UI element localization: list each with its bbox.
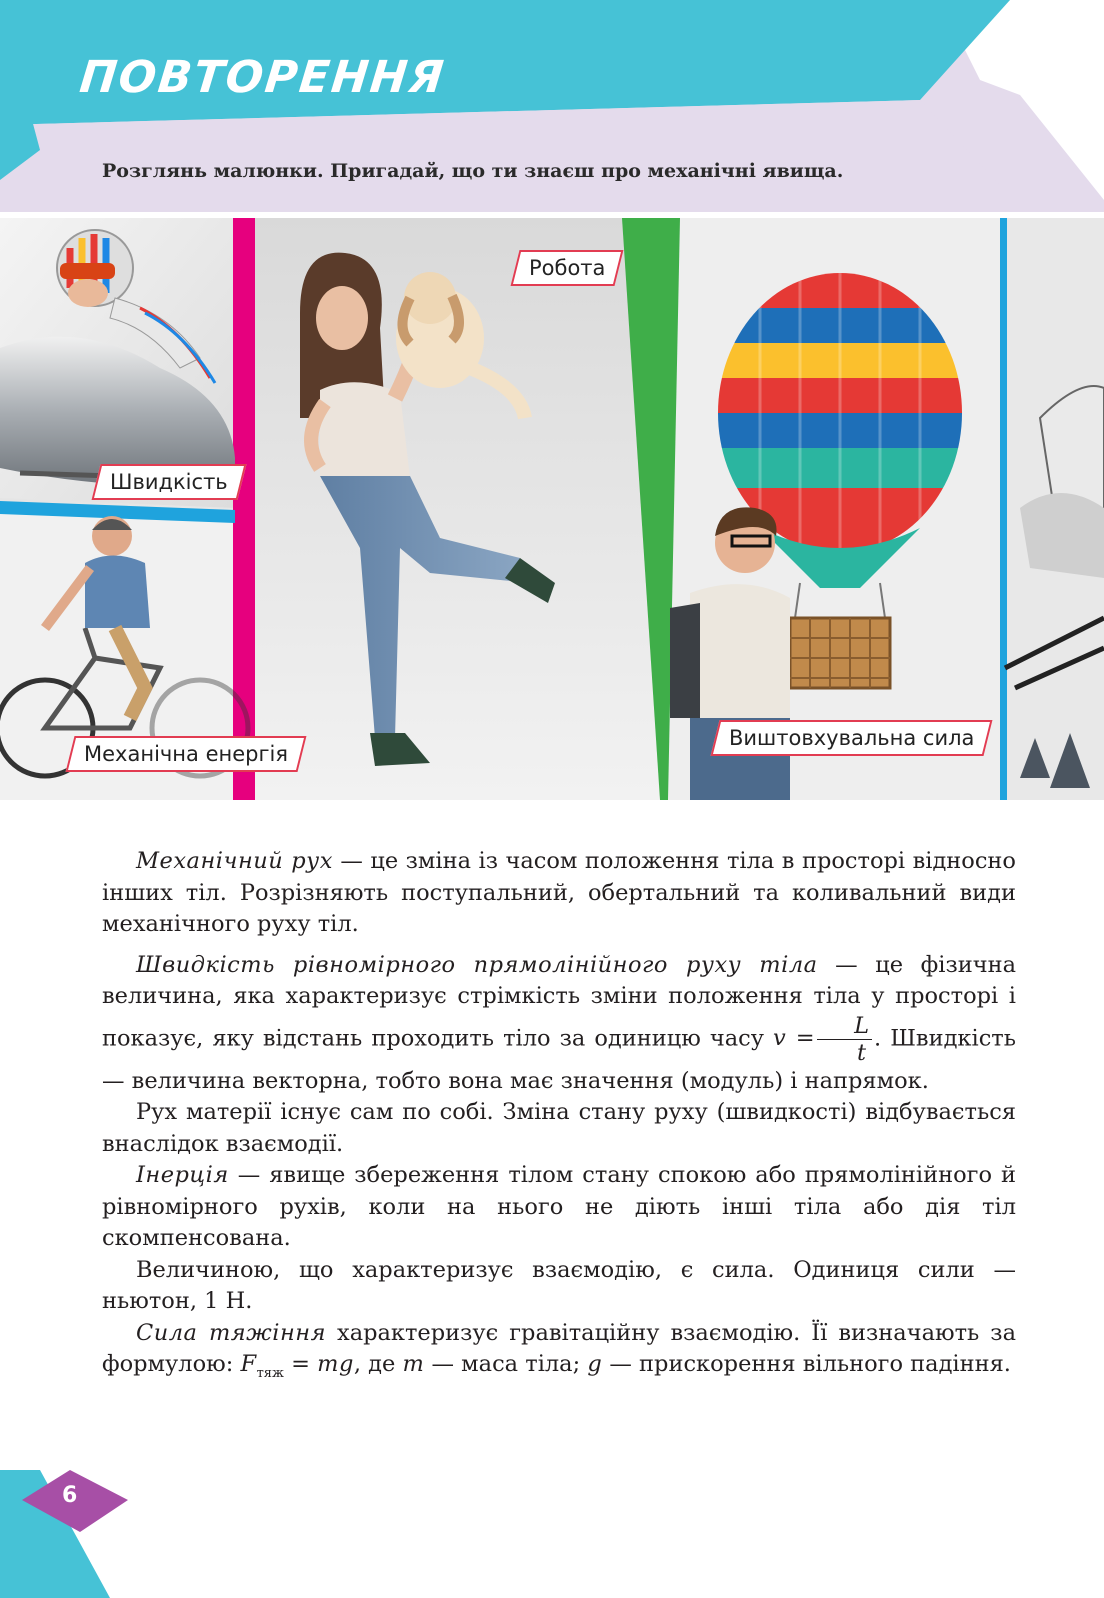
term-speed: Швидкість рівномірного прямолінійного руху тіла [136,951,818,978]
header-band [0,0,1104,230]
term-mechanical-motion: Механічний рух [136,848,333,874]
header-background [0,0,1104,230]
illustration-strip [0,218,1104,800]
instruction-text: Розглянь малюнки. Пригадай, що ти знаєш про механічні явища. [102,160,844,182]
label-buoyant-force: Виштовхувальна сила [711,720,993,756]
term-inertia: Інерція [136,1162,229,1188]
page-number: 6 [62,1483,78,1508]
formula-gravity: $F_{тяж}$ = mg [240,1351,354,1381]
paragraph-matter-motion: Рух матерії існує сам по собі. Зміна стану руху (швидкості) відбувається внаслідок взаємодії. [102,1099,1016,1157]
paragraph-inertia: Інерція — явище збереження тілом стану спокою або прямолінійного й рівномірного рухів, коли на нього не діють інші тіла або дія тіл скомпенсована. [102,1162,1016,1251]
paragraph-speed: Швидкість рівномірного прямолінійного руху тіла — це фізична величина, яка характеризує стрімкість зміни положення тіла у просторі і показує, яку відстань проходить тіло за одиницю часу v = $\frac{L}{t}$ . Швидкість — величина векторна, тобто вона має значення (модуль) і напрямок. [102,951,1016,1094]
label-work: Робота [511,250,624,286]
formula-speed: v = $\frac{L}{t}$ [773,1025,874,1051]
body-text [102,846,1016,1390]
page-title: ПОВТОРЕННЯ [77,52,448,103]
paragraph-force: Величиною, що характеризує взаємодію, є сила. Одиниця сили — ньютон, 1 Н. [102,1256,1016,1314]
paragraph-mechanical-motion: Механічний рух — це зміна із часом положення тіла в просторі відносно інших тіл. Розрізняють поступальний, обертальний та коливальний види механічного руху тіл. [102,848,1016,937]
label-speed: Швидкість [92,464,247,500]
label-mechanical-energy: Механічна енергія [66,736,307,772]
term-gravity: Сила тяжіння [136,1319,326,1346]
illustration-collage [0,218,1104,800]
paragraph-gravity: Сила тяжіння характеризує гравітаційну взаємодію. Її визначають за формулою: $F_{тяж}$ = mg, де m — маса тіла; g — прискорення вільного падіння. [102,1319,1016,1381]
blue-divider [1000,218,1007,800]
